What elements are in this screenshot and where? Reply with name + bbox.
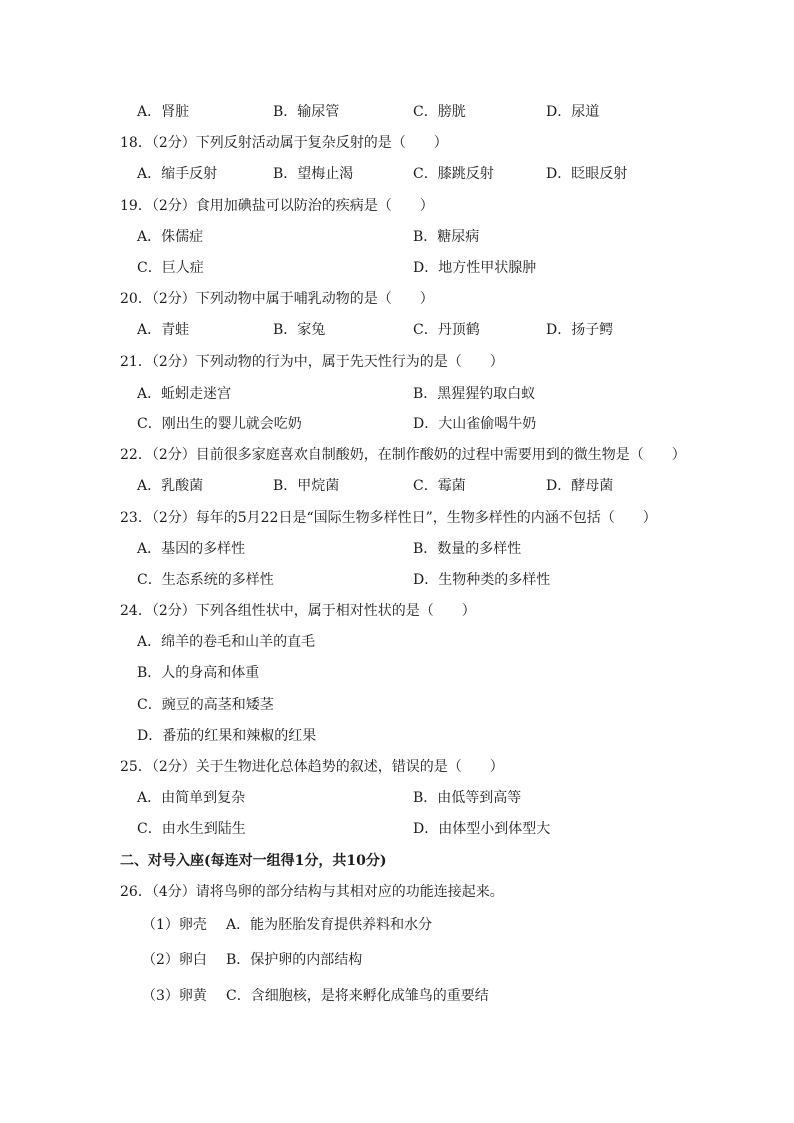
option-b: B．输尿管 [273, 104, 340, 120]
option-a: A．绵羊的卷毛和山羊的直毛 [137, 634, 316, 650]
option-d: D．由体型小到体型大 [413, 821, 551, 837]
structure-item: （2）卵白 [142, 952, 207, 968]
option-c: C．霉菌 [413, 478, 466, 494]
option-a: A．侏儒症 [137, 229, 204, 245]
question-stem: 25．（2分）关于生物进化总体趋势的叙述，错误的是（ ） [120, 759, 504, 775]
option-c: C．膝跳反射 [413, 166, 494, 182]
option-c: C．巨人症 [137, 260, 204, 276]
option-b: B．黑猩猩钓取白蚁 [413, 386, 536, 402]
option-a: A．缩手反射 [137, 166, 218, 182]
option-a: A．青蛙 [137, 322, 190, 338]
option-d: D．番茄的红果和辣椒的红果 [137, 728, 317, 744]
question-stem: 21．（2分）下列动物的行为中，属于先天性行为的是（ ） [120, 354, 504, 370]
structure-item: （1）卵壳 [142, 917, 207, 933]
structure-item: （3）卵黄 [142, 988, 207, 1004]
option-b: B．人的身高和体重 [137, 665, 260, 681]
function-item: A．能为胚胎发育提供养料和水分 [226, 917, 433, 933]
option-c: C．生态系统的多样性 [137, 572, 274, 588]
option-a: A．肾脏 [137, 104, 190, 120]
option-d: D．扬子鳄 [546, 322, 614, 338]
question-stem: 24．（2分）下列各组性状中，属于相对性状的是（ ） [120, 603, 476, 619]
question-stem: 26．（4分）请将鸟卵的部分结构与其相对应的功能连接起来。 [120, 884, 504, 900]
function-item: C．含细胞核，是将来孵化成雏鸟的重要结 [226, 988, 489, 1004]
option-c: C．豌豆的高茎和矮茎 [137, 697, 274, 713]
option-b: B．数量的多样性 [413, 541, 522, 557]
option-d: D．生物种类的多样性 [413, 572, 551, 588]
question-stem: 22．（2分）目前很多家庭喜欢自制酸奶，在制作酸奶的过程中需要用到的微生物是（ ） [120, 447, 686, 463]
option-c: C．膀胱 [413, 104, 466, 120]
question-stem: 20．（2分）下列动物中属于哺乳动物的是（ ） [120, 291, 434, 307]
function-item: B．保护卵的内部结构 [226, 952, 363, 968]
option-c: C．丹顶鹤 [413, 322, 480, 338]
option-d: D．酵母菌 [546, 478, 614, 494]
option-c: C．由水生到陆生 [137, 821, 246, 837]
option-d: D．大山雀偷喝牛奶 [413, 416, 537, 432]
option-a: A．基因的多样性 [137, 541, 246, 557]
option-c: C．刚出生的婴儿就会吃奶 [137, 416, 302, 432]
option-b: B．望梅止渴 [273, 166, 354, 182]
option-a: A．蚯蚓走迷宫 [137, 386, 232, 402]
option-d: D．眨眼反射 [546, 166, 628, 182]
option-b: B．家兔 [273, 322, 326, 338]
option-b: B．糖尿病 [413, 229, 480, 245]
option-a: A．由简单到复杂 [137, 790, 246, 806]
option-b: B．甲烷菌 [273, 478, 340, 494]
option-d: D．尿道 [546, 104, 600, 120]
question-stem: 19．（2分）食用加碘盐可以防治的疾病是（ ） [120, 198, 434, 214]
section-heading: 二、对号入座(每连对一组得1分，共10分) [120, 853, 387, 869]
question-stem: 23．（2分）每年的5月22日是“国际生物多样性日”，生物多样性的内涵不包括（ ） [120, 510, 657, 526]
option-b: B．由低等到高等 [413, 790, 522, 806]
option-d: D．地方性甲状腺肿 [413, 260, 537, 276]
question-stem: 18．（2分）下列反射活动属于复杂反射的是（ ） [120, 135, 448, 151]
option-a: A．乳酸菌 [137, 478, 204, 494]
